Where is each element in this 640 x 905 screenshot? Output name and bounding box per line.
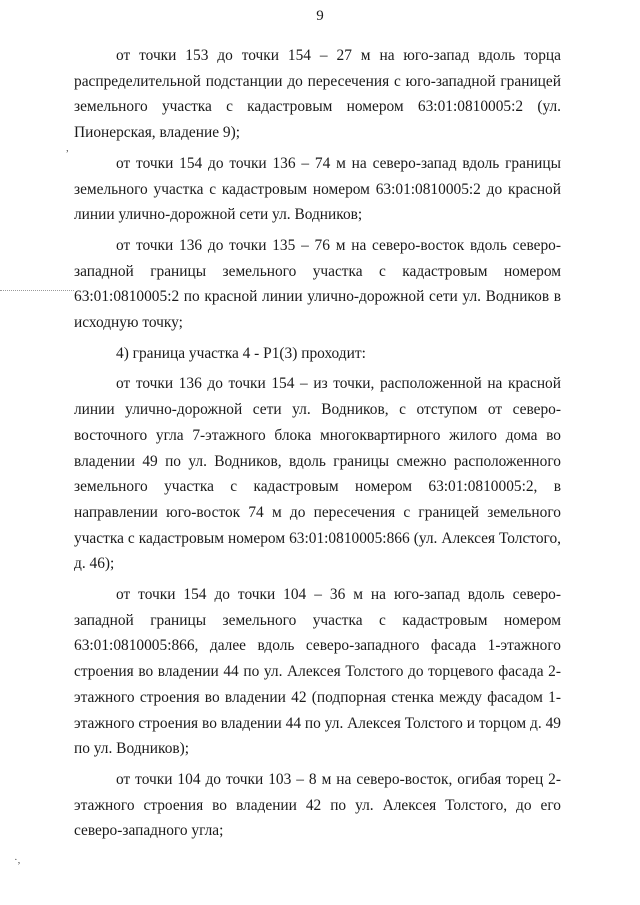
page-number: 9	[316, 8, 324, 24]
scan-speck: ·,	[14, 854, 21, 866]
paragraph-segment-154-136: от точки 154 до точки 136 – 74 м на северо-запад вдоль границы земельного участка с кадастровым номером 63:01:0810005:2 до красной линии улично-дорожной сети ул. Водников;	[74, 154, 561, 224]
paragraph-segment-153-154: от точки 153 до точки 154 – 27 м на юго-запад вдоль торца распределительной подстанции до пересечения с юго-западной границей земельного участка с кадастровым номером 63:01:0810005:2 (ул. Пионерская, владение 9);	[74, 47, 561, 142]
body-text	[74, 43, 561, 844]
paragraph-segment-154-104: от точки 154 до точки 104 – 36 м на юго-запад вдоль северо-западной границы земельного участка с кадастровым номером 63:01:0810005:866, далее вдоль северо-западного фасада 1-этажного строения во владении 44 по ул. Алексея Толстого до торцевого фасада 2-этажного строения во владении 42 (подпорная стенка между фасадом 1-этажного строения во владении 44 по ул. Алексея Толстого и торцом д. 49 по ул. Водников);	[74, 586, 561, 758]
scan-speck: ,	[66, 142, 69, 154]
section-heading-plot-4: 4) граница участка 4 - Р1(3) проходит:	[116, 344, 366, 362]
paragraph-segment-136-135: от точки 136 до точки 135 – 76 м на северо-восток вдоль северо-западной границы земельного участка с кадастровым номером 63:01:0810005:2 по красной линии улично-дорожной сети ул. Водников в исходную точку;	[74, 236, 561, 332]
paragraph-segment-136-154: от точки 136 до точки 154 – из точки, расположенной на красной линии улично-дорожной сети ул. Водников, с отступом от северо-восточного угла 7-этажного блока многоквартирного жилого дома во владении 49 по ул. Водников, вдоль границы смежно расположенного земельного участка с кадастровым номером 63:01:0810005:2, в направлении юго-восток 74 м до пересечения с границей земельного участка с кадастровым номером 63:01:0810005:866 (ул. Алексея Толстого, д. 46);	[74, 375, 561, 573]
paragraph-segment-104-103: от точки 104 до точки 103 – 8 м на северо-восток, огибая торец 2-этажного строения во владении 42 по ул. Алексея Толстого, до его северо-западного угла;	[74, 770, 561, 840]
scan-artifact-line	[0, 290, 74, 291]
